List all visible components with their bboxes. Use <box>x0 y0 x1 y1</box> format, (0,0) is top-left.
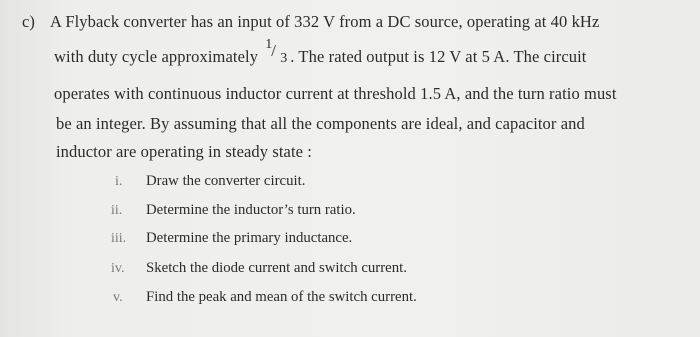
item-3-number: iii. <box>111 231 127 246</box>
item-3-text: Determine the primary inductance. <box>146 230 353 246</box>
item-4-text: Sketch the diode current and switch current. <box>146 260 407 276</box>
item-5-number: v. <box>113 290 123 305</box>
question-text-2a: with duty cycle approximately <box>54 47 263 66</box>
question-label: c) <box>22 12 36 31</box>
item-2-text: Determine the inductor’s turn ratio. <box>146 202 356 218</box>
question-text-5: inductor are operating in steady state : <box>56 142 312 161</box>
question-text-4: be an integer. By assuming that all the components are ideal, and capacitor and <box>56 114 585 133</box>
item-1-number: i. <box>115 174 123 189</box>
one-third-fraction: 1 / 3 <box>265 37 288 66</box>
question-text-1: A Flyback converter has an input of 332 V from a DC source, operating at 40 kHz <box>50 12 600 31</box>
item-2-number: ii. <box>111 203 123 218</box>
item-5-text: Find the peak and mean of the switch current. <box>146 289 417 305</box>
question-text-3: operates with continuous inductor current at threshold 1.5 A, and the turn ratio must <box>54 84 617 103</box>
item-1-text: Draw the converter circuit. <box>146 173 306 189</box>
question-text-2b: . The rated output is 12 V at 5 A. The circuit <box>290 47 587 66</box>
item-4-number: iv. <box>111 261 125 276</box>
